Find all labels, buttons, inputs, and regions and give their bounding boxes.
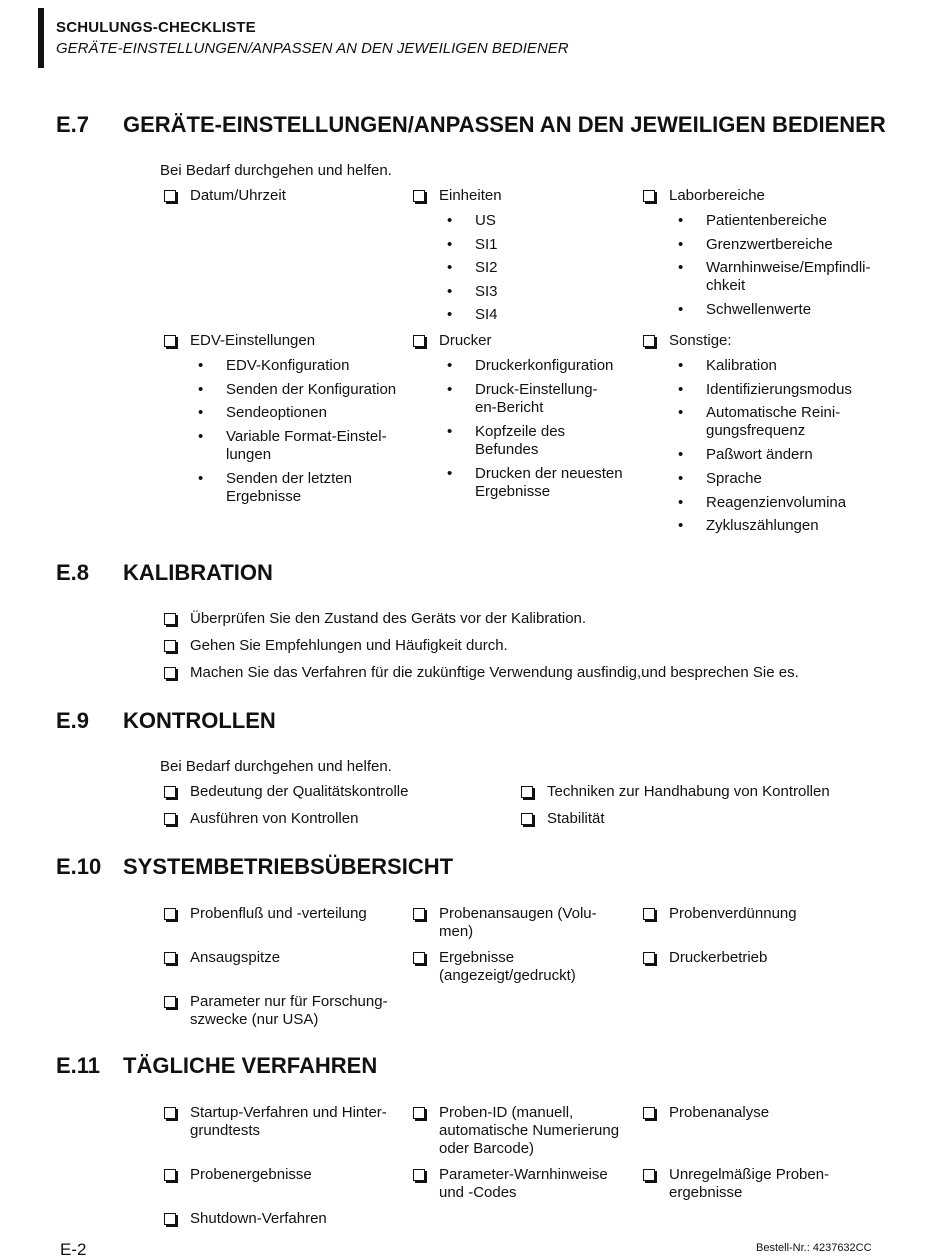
header-title: SCHULUNGS-CHECKLISTE	[56, 19, 256, 36]
checkbox-icon[interactable]	[164, 1169, 176, 1181]
checkbox-icon[interactable]	[164, 335, 176, 347]
checkbox-icon[interactable]	[643, 952, 655, 964]
section-number: E.7	[56, 112, 90, 137]
bullet-icon: •	[678, 259, 684, 276]
bullet-icon: •	[447, 357, 453, 374]
bullet-icon: •	[198, 357, 204, 374]
section-title: KONTROLLEN	[123, 708, 276, 733]
checkbox-icon[interactable]	[643, 1107, 655, 1119]
checkbox-icon[interactable]	[164, 996, 176, 1008]
bullet-icon: •	[447, 423, 453, 440]
checkbox-icon[interactable]	[413, 1169, 425, 1181]
checkbox-icon[interactable]	[643, 1169, 655, 1181]
checkbox-icon[interactable]	[643, 190, 655, 202]
bullet-icon: •	[198, 404, 204, 421]
section-number: E.8	[56, 560, 90, 585]
page-number: E-2	[60, 1240, 87, 1259]
bullet-icon: •	[447, 212, 453, 229]
bullet-icon: •	[198, 428, 204, 445]
checkbox-icon[interactable]	[164, 786, 176, 798]
section-number: E.9	[56, 708, 90, 733]
checkbox-icon[interactable]	[164, 813, 176, 825]
checkbox-icon[interactable]	[413, 1107, 425, 1119]
checkbox-icon[interactable]	[164, 1107, 176, 1119]
bullet-icon: •	[447, 283, 453, 300]
checkbox-icon[interactable]	[521, 813, 533, 825]
bullet-icon: •	[678, 357, 684, 374]
section-intro: Bei Bedarf durchgehen und helfen.	[160, 758, 392, 775]
checkbox-icon[interactable]	[164, 640, 176, 652]
checkbox-icon[interactable]	[164, 952, 176, 964]
checkbox-icon[interactable]	[413, 335, 425, 347]
section-title: GERÄTE-EINSTELLUNGEN/ANPASSEN AN DEN JEWEILIGEN BEDIENER	[123, 112, 886, 137]
section-number: E.10	[56, 854, 102, 879]
bullet-icon: •	[198, 381, 204, 398]
checkbox-icon[interactable]	[413, 952, 425, 964]
document-page: SCHULUNGS-CHECKLISTE GERÄTE-EINSTELLUNGEN/ANPASSEN AN DEN JEWEILIGEN BEDIENER E.7 GERÄTE-EINSTELLUNGEN/ANPASSEN AN DEN JEWEILIGEN BEDIENER Bei Bedarf durchgehen und helfen. Datum/Uhrzeit Einheiten • US • SI1 • SI2 • SI3 • SI4 Laborbereiche • Patientenbereiche • Grenzwertbereiche • Warnhinweise/Empfindli- chkeit • Schwellenwerte EDV-Einstellungen • EDV-Konfiguration • Senden der Konfiguration • Sendeoptionen • Variable Format-Einstel- lungen • Senden der letzten Ergebnisse Drucker • Druckerkonfiguration • Druck-Einstellung- en-Bericht • Kopfzeile des Befundes • Drucken der neuesten Ergebnisse Sonstige: • Kalibration • Identifizierungsmodus • Automatische Reini- gungsfrequenz • Paßwort ändern • Sprache • Reagenzienvolumina • Zykluszählungen E.8 KALIBRATION Überprüfen Sie den Zustand des Geräts vor der Kalibration. Gehen Sie Empfehlungen und Häufigkeit durch. Machen Sie das Verfahren für die zukünftige Verwendung ausfindig,und besprechen Sie es. E.9 KONTROLLEN Bei Bedarf durchgehen und helfen. Bedeutung der Qualitätskontrolle Techniken zur Handhabung von Kontrollen Ausführen von Kontrollen Stabilität E.10 SYSTEMBETRIEBSÜBERSICHT Probenfluß und -verteilung Probenansaugen (Volu- men) Probenverdünnung Ansaugspitze Ergebnisse (angezeigt/gedruckt) Druckerbetrieb Parameter nur für Forschung- szwecke (nur USA) E.11 TÄGLICHE VERFAHREN Startup-Verfahren und Hinter- grundtests Proben-ID (manuell, automatische Numerierung oder Barcode) Probenanalyse Probenergebnisse Parameter-Warnhinweise und -Codes Unregelmäßige Proben- ergebnisse Shutdown-Verfahren E-2 Bestell-Nr.: 4237632CC	[0, 0, 950, 1257]
checkbox-icon[interactable]	[164, 667, 176, 679]
checkbox-icon[interactable]	[643, 908, 655, 920]
section-title: SYSTEMBETRIEBSÜBERSICHT	[123, 854, 454, 879]
bullet-icon: •	[678, 301, 684, 318]
section-title: TÄGLICHE VERFAHREN	[123, 1053, 378, 1078]
bullet-icon: •	[678, 212, 684, 229]
checkbox-icon[interactable]	[521, 786, 533, 798]
bullet-icon: •	[678, 494, 684, 511]
bullet-icon: •	[447, 306, 453, 323]
header-bar	[38, 8, 44, 68]
checkbox-icon[interactable]	[643, 335, 655, 347]
bullet-icon: •	[678, 470, 684, 487]
section-intro: Bei Bedarf durchgehen und helfen.	[160, 162, 392, 179]
header-subtitle: GERÄTE-EINSTELLUNGEN/ANPASSEN AN DEN JEWEILIGEN BEDIENER	[56, 40, 569, 57]
bullet-icon: •	[678, 236, 684, 253]
checkbox-icon[interactable]	[413, 908, 425, 920]
checkbox-icon[interactable]	[413, 190, 425, 202]
bullet-icon: •	[678, 446, 684, 463]
section-title: KALIBRATION	[123, 560, 273, 585]
section-number: E.11	[56, 1053, 101, 1078]
bullet-icon: •	[198, 470, 204, 487]
checkbox-icon[interactable]	[164, 190, 176, 202]
bullet-icon: •	[447, 465, 453, 482]
bullet-icon: •	[447, 381, 453, 398]
bullet-icon: •	[447, 259, 453, 276]
checkbox-icon[interactable]	[164, 613, 176, 625]
bullet-icon: •	[678, 381, 684, 398]
bullet-icon: •	[678, 404, 684, 421]
checkbox-icon[interactable]	[164, 1213, 176, 1225]
bullet-icon: •	[447, 236, 453, 253]
order-number: Bestell-Nr.: 4237632CC	[756, 1242, 872, 1254]
checkbox-icon[interactable]	[164, 908, 176, 920]
bullet-icon: •	[678, 517, 684, 534]
